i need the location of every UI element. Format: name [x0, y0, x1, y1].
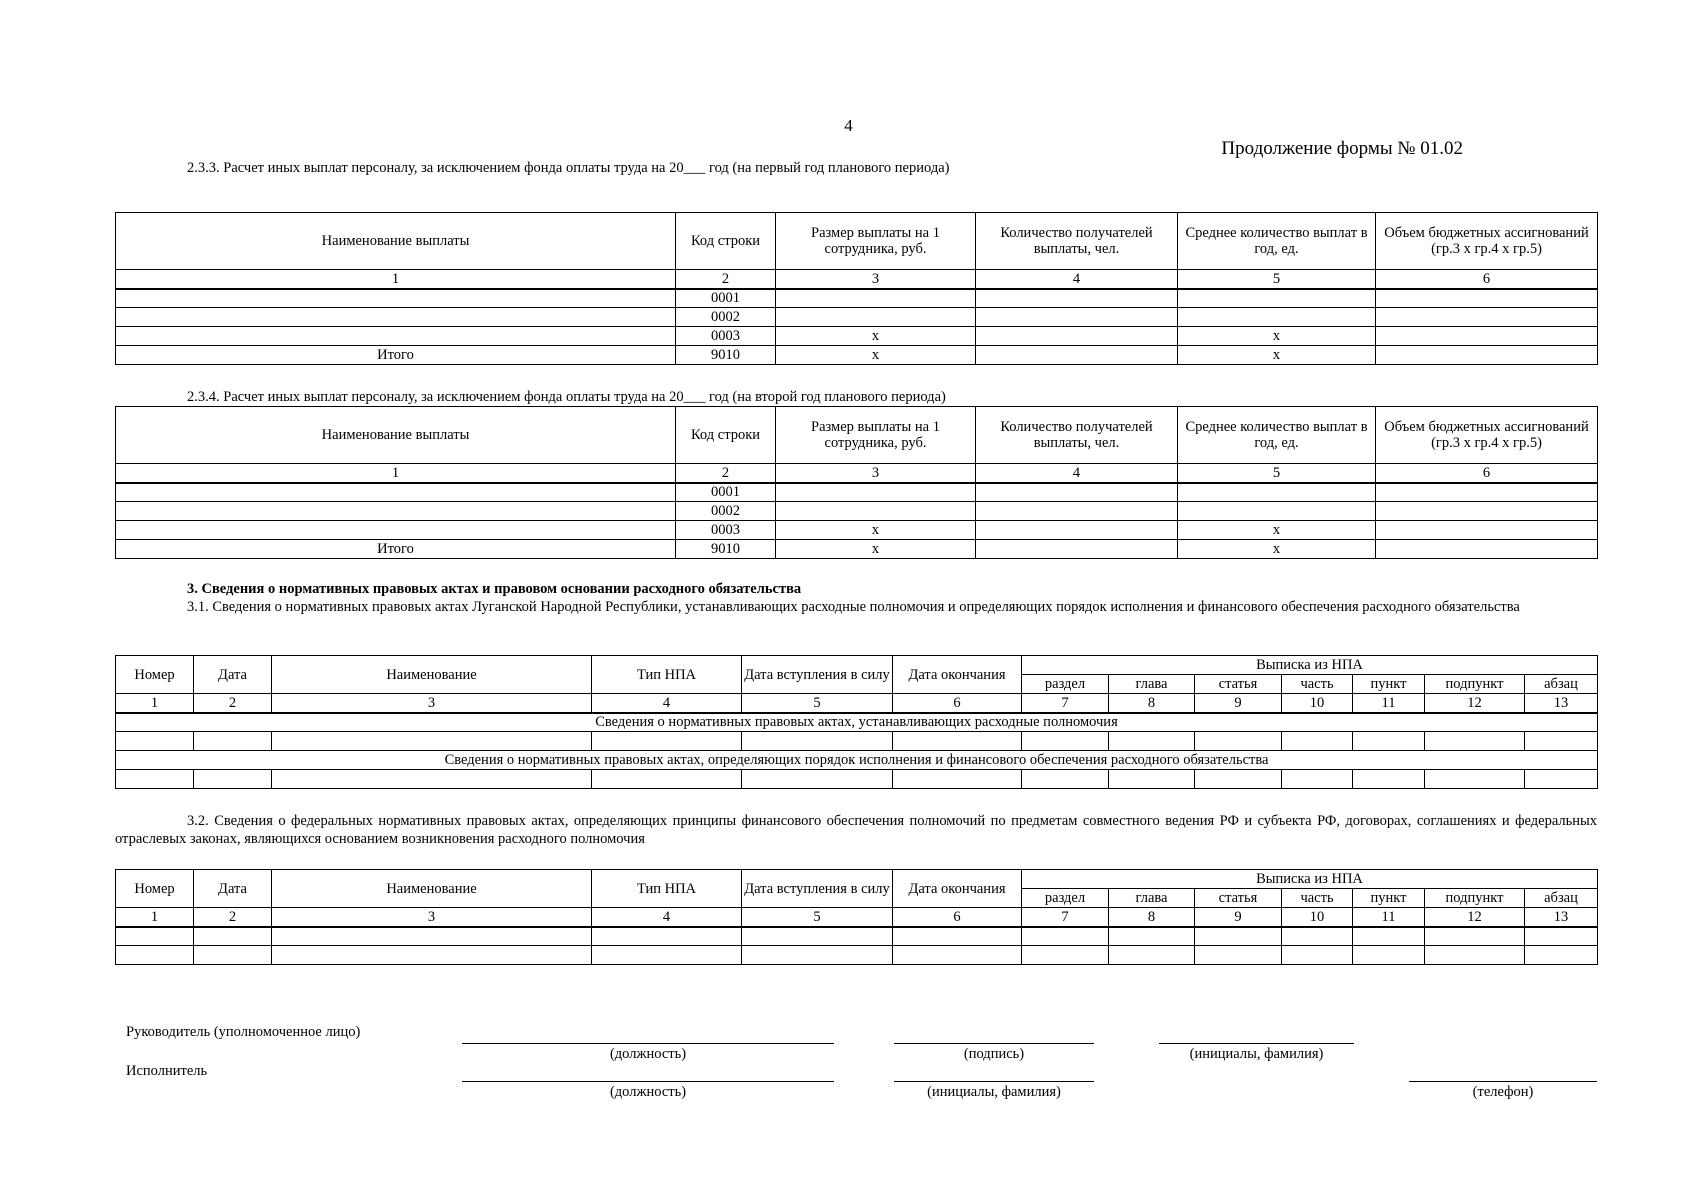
table-cell [592, 927, 742, 946]
col-header: подпункт [1425, 675, 1525, 694]
col-header: Код строки [676, 213, 776, 270]
col-number: 8 [1109, 694, 1195, 713]
form-continuation-label: Продолжение формы № 01.02 [1221, 138, 1463, 159]
table-cell [1022, 732, 1109, 751]
executor-position-caption: (должность) [609, 1084, 687, 1100]
col-number: 2 [676, 464, 776, 483]
table-cell: х [1178, 540, 1376, 559]
table-cell [1425, 770, 1525, 789]
table-234 [115, 406, 1598, 559]
table-row [116, 289, 1598, 308]
table-cell [1376, 483, 1598, 502]
table-cell [592, 770, 742, 789]
table-cell [272, 732, 592, 751]
section-233-title: 2.3.3. Расчет иных выплат персоналу, за исключением фонда оплаты труда на 20___ год (на первый год планового периода) [187, 160, 950, 176]
table-row [116, 483, 1598, 502]
table-total-row [116, 540, 1598, 559]
table-cell [1525, 732, 1598, 751]
table-31 [115, 655, 1598, 789]
col-header: Размер выплаты на 1 сотрудника, руб. [776, 213, 976, 270]
table-cell [976, 289, 1178, 308]
column-number-row [116, 694, 1598, 713]
table-row [116, 521, 1598, 540]
col-header: часть [1282, 675, 1353, 694]
executor-phone-line [1409, 1081, 1597, 1082]
col-header: Дата [194, 656, 272, 694]
table-cell [1376, 502, 1598, 521]
table-cell [1109, 770, 1195, 789]
column-number-row [116, 464, 1598, 483]
col-number: 7 [1022, 908, 1109, 927]
table-cell [116, 946, 194, 965]
table-cell [1022, 770, 1109, 789]
col-number: 4 [592, 694, 742, 713]
col-header: Наименование выплаты [116, 213, 676, 270]
table-cell [776, 483, 976, 502]
table-cell [1376, 521, 1598, 540]
col-number: 4 [976, 464, 1178, 483]
table-header-row [116, 656, 1598, 675]
table-cell: 0002 [676, 502, 776, 521]
table-cell [1195, 732, 1282, 751]
table-cell: 0003 [676, 521, 776, 540]
table-cell [742, 927, 893, 946]
table-cell [272, 946, 592, 965]
col-number: 2 [194, 908, 272, 927]
table-cell [1022, 946, 1109, 965]
table-cell [116, 327, 676, 346]
col-header: Дата вступления в силу [742, 870, 893, 908]
table-cell: х [1178, 521, 1376, 540]
table-cell [116, 927, 194, 946]
table-cell [1195, 946, 1282, 965]
section-3-title: 3. Сведения о нормативных правовых актах и правовом основании расходного обязательства [187, 581, 802, 597]
table-cell [194, 927, 272, 946]
col-header: Номер [116, 656, 194, 694]
col-header: абзац [1525, 889, 1598, 908]
head-initials-caption: (инициалы, фамилия) [1189, 1046, 1324, 1062]
col-header: раздел [1022, 889, 1109, 908]
head-signature-line [894, 1043, 1094, 1044]
table-cell [1022, 927, 1109, 946]
table-cell [116, 483, 676, 502]
table-cell [1425, 732, 1525, 751]
col-number: 12 [1425, 908, 1525, 927]
table-cell [1178, 502, 1376, 521]
table-cell: Итого [116, 346, 676, 365]
col-number: 6 [1376, 270, 1598, 289]
col-number: 6 [1376, 464, 1598, 483]
extract-header: Выписка из НПА [1022, 870, 1598, 889]
table-cell [1178, 289, 1376, 308]
table-row [116, 308, 1598, 327]
group-row [116, 713, 1598, 732]
col-number: 3 [272, 908, 592, 927]
table-cell: Итого [116, 540, 676, 559]
head-initials-line [1159, 1043, 1354, 1044]
col-header: глава [1109, 889, 1195, 908]
col-header: Номер [116, 870, 194, 908]
col-number: 7 [1022, 694, 1109, 713]
col-number: 10 [1282, 908, 1353, 927]
col-number: 3 [776, 270, 976, 289]
table-cell [1525, 770, 1598, 789]
table-cell [1376, 327, 1598, 346]
table-cell [194, 770, 272, 789]
section-31-paragraph: 3.1. Сведения о нормативных правовых актах Луганской Народной Республики, устанавливающих расходные полномочия и определяющих порядок исполнения и финансового обеспечения расходного обязательства [187, 599, 1520, 615]
table-cell [1525, 946, 1598, 965]
col-header: Среднее количество выплат в год, ед. [1178, 407, 1376, 464]
col-header: пункт [1353, 889, 1425, 908]
col-number: 9 [1195, 694, 1282, 713]
table-cell [742, 946, 893, 965]
table-cell: 0003 [676, 327, 776, 346]
column-number-row [116, 270, 1598, 289]
table-cell [592, 946, 742, 965]
table-cell: х [776, 327, 976, 346]
table-cell: 0001 [676, 483, 776, 502]
table-cell [116, 308, 676, 327]
executor-initials-line [894, 1081, 1094, 1082]
group-establishing-label: Сведения о нормативных правовых актах, устанавливающих расходные полномочия [116, 713, 1598, 732]
table-32 [115, 869, 1598, 965]
table-cell [893, 946, 1022, 965]
head-signature-caption: (подпись) [963, 1046, 1025, 1062]
table-cell [1353, 770, 1425, 789]
table-cell [776, 502, 976, 521]
col-header: Дата вступления в силу [742, 656, 893, 694]
table-header-row [116, 407, 1598, 464]
table-header-row [116, 870, 1598, 889]
col-header: Дата [194, 870, 272, 908]
table-cell: 0002 [676, 308, 776, 327]
table-cell [592, 732, 742, 751]
table-cell: х [776, 540, 976, 559]
col-number: 4 [976, 270, 1178, 289]
table-cell [1353, 946, 1425, 965]
section-32-paragraph: 3.2. Сведения о федеральных нормативных правовых актах, определяющих принципы финансового обеспечения полномочий по предметам совместного ведения РФ и субъекта РФ, договорах, соглашениях и федеральных отраслевых законах, являющихся основанием возникновения расходного полномочия [115, 813, 1597, 847]
col-header: раздел [1022, 675, 1109, 694]
col-number: 3 [776, 464, 976, 483]
table-cell [1178, 483, 1376, 502]
col-number: 11 [1353, 694, 1425, 713]
col-header: Наименование [272, 870, 592, 908]
col-number: 5 [1178, 464, 1376, 483]
table-cell [1195, 770, 1282, 789]
table-cell [976, 483, 1178, 502]
table-cell [1525, 927, 1598, 946]
column-number-row [116, 908, 1598, 927]
table-cell: х [776, 521, 976, 540]
col-number: 4 [592, 908, 742, 927]
col-number: 1 [116, 464, 676, 483]
table-cell [1282, 732, 1353, 751]
col-number: 1 [116, 270, 676, 289]
col-header: Количество получателей выплаты, чел. [976, 407, 1178, 464]
col-header: Тип НПА [592, 656, 742, 694]
col-header: статья [1195, 675, 1282, 694]
table-cell [1282, 946, 1353, 965]
col-header: часть [1282, 889, 1353, 908]
col-header: абзац [1525, 675, 1598, 694]
table-cell [116, 770, 194, 789]
executor-initials-caption: (инициалы, фамилия) [927, 1084, 1061, 1100]
executor-label: Исполнитель [126, 1063, 208, 1079]
table-cell [893, 770, 1022, 789]
table-cell [976, 327, 1178, 346]
table-row [116, 946, 1598, 965]
table-cell: х [776, 346, 976, 365]
table-row [116, 927, 1598, 946]
col-header: Количество получателей выплаты, чел. [976, 213, 1178, 270]
table-cell [1425, 946, 1525, 965]
table-cell: 0001 [676, 289, 776, 308]
executor-phone-caption: (телефон) [1472, 1084, 1534, 1100]
table-cell [194, 946, 272, 965]
head-position-caption: (должность) [609, 1046, 687, 1062]
table-cell [976, 308, 1178, 327]
table-cell [742, 770, 893, 789]
table-cell [893, 732, 1022, 751]
table-row [116, 502, 1598, 521]
table-cell: х [1178, 346, 1376, 365]
group-procedure-label: Сведения о нормативных правовых актах, определяющих порядок исполнения и финансового обеспечения расходного обязательства [116, 751, 1598, 770]
table-cell [776, 308, 976, 327]
table-cell [976, 346, 1178, 365]
table-cell [976, 502, 1178, 521]
col-number: 12 [1425, 694, 1525, 713]
col-header: Наименование выплаты [116, 407, 676, 464]
table-cell [893, 927, 1022, 946]
table-cell [1109, 927, 1195, 946]
table-cell [194, 732, 272, 751]
col-header: Дата окончания [893, 870, 1022, 908]
executor-position-line [462, 1081, 834, 1082]
col-number: 5 [742, 694, 893, 713]
col-number: 6 [893, 908, 1022, 927]
col-number: 11 [1353, 908, 1425, 927]
col-number: 10 [1282, 694, 1353, 713]
table-cell [116, 289, 676, 308]
section-234-title: 2.3.4. Расчет иных выплат персоналу, за исключением фонда оплаты труда на 20___ год (на второй год планового периода) [187, 389, 946, 405]
table-cell [1353, 732, 1425, 751]
col-header: Код строки [676, 407, 776, 464]
table-cell [1425, 927, 1525, 946]
col-number: 5 [1178, 270, 1376, 289]
col-header: Объем бюджетных ассигнований (гр.3 х гр.4 х гр.5) [1376, 407, 1598, 464]
col-header: Среднее количество выплат в год, ед. [1178, 213, 1376, 270]
col-number: 2 [194, 694, 272, 713]
col-number: 9 [1195, 908, 1282, 927]
table-cell [742, 732, 893, 751]
table-header-row [116, 213, 1598, 270]
table-cell [1109, 946, 1195, 965]
table-cell [1178, 308, 1376, 327]
col-header: подпункт [1425, 889, 1525, 908]
table-row [116, 770, 1598, 789]
table-cell [1376, 540, 1598, 559]
group-row [116, 751, 1598, 770]
table-cell [1282, 770, 1353, 789]
table-cell [1376, 289, 1598, 308]
table-cell: 9010 [676, 540, 776, 559]
table-cell [1376, 346, 1598, 365]
table-233 [115, 212, 1598, 365]
table-cell [272, 770, 592, 789]
table-cell [116, 732, 194, 751]
col-header: глава [1109, 675, 1195, 694]
col-number: 2 [676, 270, 776, 289]
table-cell [116, 521, 676, 540]
table-cell [976, 521, 1178, 540]
col-number: 6 [893, 694, 1022, 713]
col-header: Тип НПА [592, 870, 742, 908]
table-cell [116, 502, 676, 521]
col-header: Дата окончания [893, 656, 1022, 694]
table-cell [272, 927, 592, 946]
col-number: 8 [1109, 908, 1195, 927]
extract-header: Выписка из НПА [1022, 656, 1598, 675]
col-header: Объем бюджетных ассигнований (гр.3 х гр.4 х гр.5) [1376, 213, 1598, 270]
table-cell [1109, 732, 1195, 751]
table-row [116, 732, 1598, 751]
col-header: пункт [1353, 675, 1425, 694]
table-cell: х [1178, 327, 1376, 346]
table-cell [1195, 927, 1282, 946]
col-number: 3 [272, 694, 592, 713]
col-number: 13 [1525, 908, 1598, 927]
col-header: Размер выплаты на 1 сотрудника, руб. [776, 407, 976, 464]
table-cell [1282, 927, 1353, 946]
table-total-row [116, 346, 1598, 365]
head-label: Руководитель (уполномоченное лицо) [126, 1024, 361, 1040]
col-header: статья [1195, 889, 1282, 908]
col-number: 1 [116, 908, 194, 927]
head-position-line [462, 1043, 834, 1044]
col-number: 13 [1525, 694, 1598, 713]
table-row [116, 327, 1598, 346]
col-header: Наименование [272, 656, 592, 694]
table-cell [1376, 308, 1598, 327]
col-number: 1 [116, 694, 194, 713]
table-cell [776, 289, 976, 308]
page-number: 4 [844, 116, 853, 135]
table-cell [976, 540, 1178, 559]
col-number: 5 [742, 908, 893, 927]
table-cell: 9010 [676, 346, 776, 365]
table-cell [1353, 927, 1425, 946]
